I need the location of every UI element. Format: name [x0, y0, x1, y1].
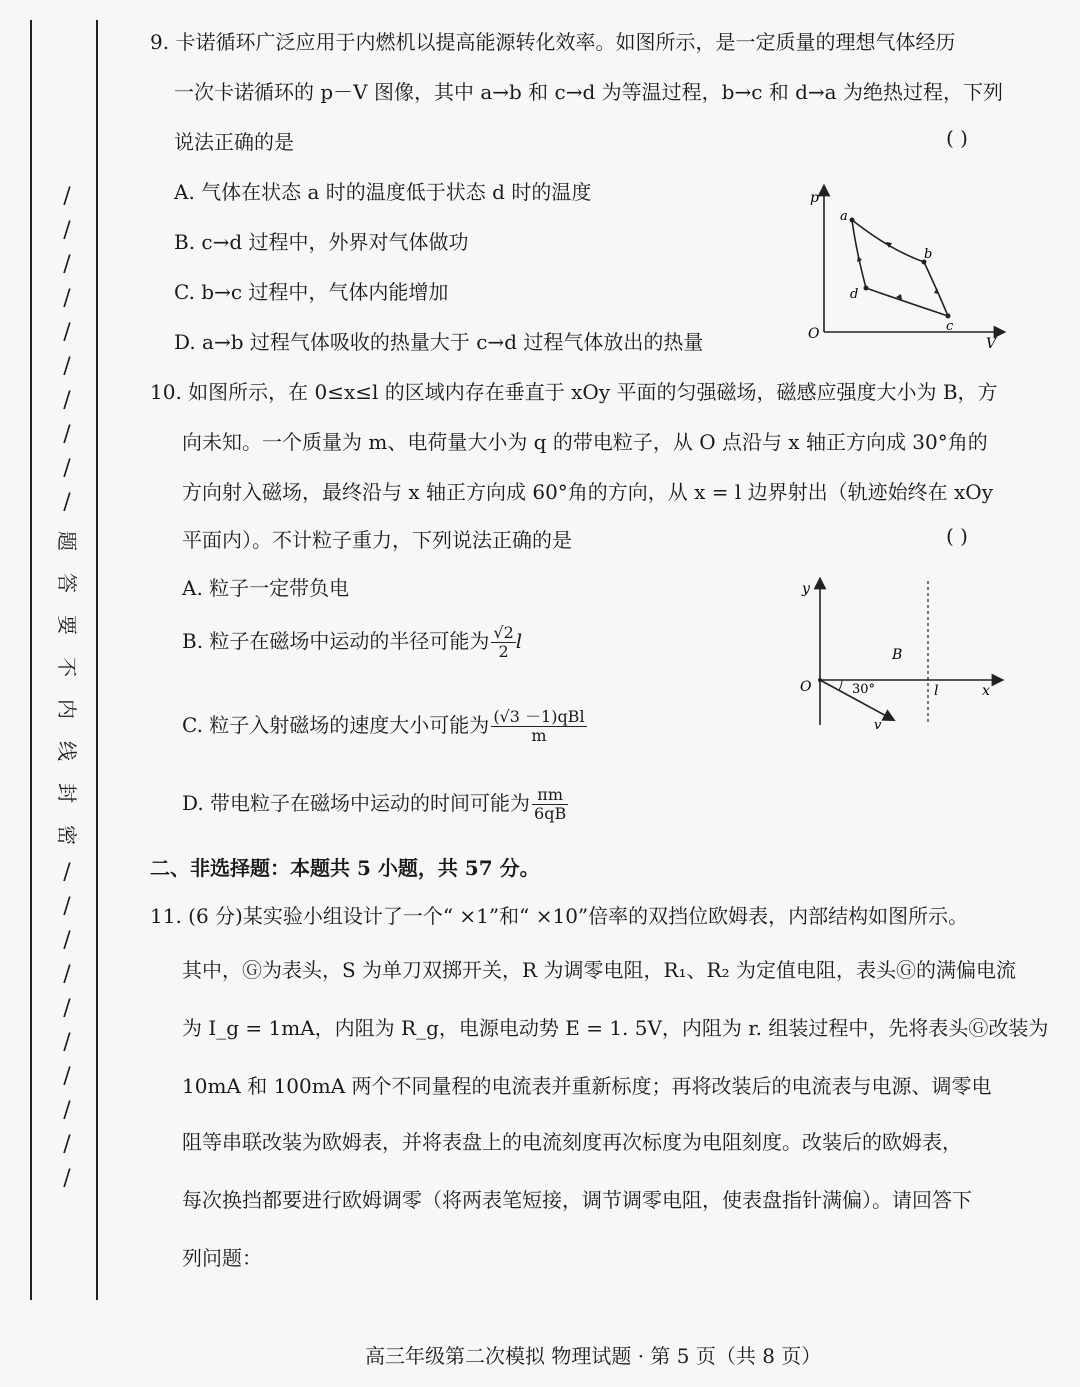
q10-option-b — [182, 624, 522, 661]
section-2-heading: 二、非选择题：本题共 5 小题，共 57 分。 — [150, 856, 540, 880]
graph-label-v: v — [874, 718, 882, 733]
binding-line-outer — [30, 20, 32, 1300]
q9-stem-line1: 9. 卡诺循环广泛应用于内燃机以提高能源转化效率。如图所示，是一定质量的理想气体经历 — [150, 30, 956, 54]
fraction-numerator: (√3 －1)qBl — [493, 707, 585, 726]
q10-option-d — [182, 786, 568, 823]
graph-label-o: O — [800, 679, 812, 695]
margin-word: 封 — [55, 783, 79, 803]
page-footer: 高三年级第二次模拟 物理试题 · 第 5 页（共 8 页） — [365, 1344, 822, 1368]
margin-word: 不 — [55, 657, 79, 677]
graph-label-l: l — [934, 683, 939, 699]
margin-slash: / — [63, 456, 71, 481]
graph-label-p: p — [810, 190, 819, 206]
margin-slash: / — [63, 996, 71, 1021]
graph-label-a: a — [840, 209, 848, 224]
fraction-denominator: 2 — [498, 642, 509, 661]
q11-stem-line5: 阻等串联改装为欧姆表，并将表盘上的电流刻度再次标度为电阻刻度。改装后的欧姆表， — [182, 1130, 962, 1154]
magnetic-field-graph — [790, 575, 1010, 735]
q10-stem-line1: 10. 如图所示，在 0≤x≤l 的区域内存在垂直于 xOy 平面的匀强磁场，磁感应强度大小为 B，方 — [150, 380, 998, 404]
q10-stem-line2: 向未知。一个质量为 m、电荷量大小为 q 的带电粒子，从 O 点沿与 x 轴正方向成 30°角的 — [182, 430, 988, 454]
margin-slash: / — [63, 1030, 71, 1055]
q10-option-d-text: D. 带电粒子在磁场中运动的时间可能为 — [182, 791, 531, 815]
margin-slash: / — [63, 490, 71, 515]
binding-margin — [52, 180, 82, 1196]
margin-word: 要 — [55, 615, 79, 635]
margin-word: 题 — [55, 531, 79, 551]
q9-option-c: C. b→c 过程中，气体内能增加 — [174, 280, 449, 304]
q9-option-a: A. 气体在状态 a 时的温度低于状态 d 时的温度 — [174, 180, 592, 204]
margin-word: 答 — [55, 573, 79, 593]
margin-slash: / — [63, 184, 71, 209]
margin-slash: / — [63, 286, 71, 311]
margin-slash: / — [63, 422, 71, 447]
margin-word: 密 — [55, 825, 79, 845]
graph-label-c: c — [946, 319, 954, 334]
q10-option-b-fraction — [491, 624, 515, 661]
q10-stem-line3: 方向射入磁场，最终沿与 x 轴正方向成 60°角的方向，从 x = l 边界射出（轨迹始终在 xOy — [182, 480, 993, 504]
margin-slash: / — [63, 962, 71, 987]
graph-label-d: d — [850, 287, 859, 302]
binding-line-inner — [96, 20, 98, 1300]
margin-slash: / — [63, 1132, 71, 1157]
margin-slash: / — [63, 1098, 71, 1123]
margin-slash: / — [63, 1166, 71, 1191]
q10-option-a: A. 粒子一定带负电 — [182, 576, 350, 600]
margin-word: 内 — [55, 699, 79, 719]
graph-label-v: V — [986, 336, 997, 350]
margin-slash: / — [63, 320, 71, 345]
q11-stem-line3: 为 I_g = 1mA，内阻为 R_g，电源电动势 E = 1. 5V，内阻为 r. 组装过程中，先将表头Ⓖ改装为 — [182, 1016, 1049, 1040]
graph-label-angle: 30° — [852, 682, 876, 697]
q9-answer-paren: ( ) — [946, 126, 968, 150]
q10-answer-paren: ( ) — [946, 524, 968, 548]
fraction-numerator: √2 — [493, 623, 514, 642]
q10-option-b-text: B. 粒子在磁场中运动的半径可能为 — [182, 629, 490, 653]
margin-word: 线 — [55, 741, 79, 761]
fraction-numerator: πm — [532, 786, 568, 805]
q11-stem-line1: 11. (6 分)某实验小组设计了一个“ ×1”和“ ×10”倍率的双挡位欧姆表，内部结构如图所示。 — [150, 904, 969, 928]
q9-option-b: B. c→d 过程中，外界对气体做功 — [174, 230, 469, 254]
margin-slash: / — [63, 252, 71, 277]
q11-stem-line7: 列问题： — [182, 1246, 262, 1270]
margin-slash: / — [63, 218, 71, 243]
graph-label-o: O — [808, 326, 820, 342]
carnot-pv-graph — [800, 180, 1010, 350]
q11-stem-line4: 10mA 和 100mA 两个不同量程的电流表并重新标度；再将改装后的电流表与电源、调零电 — [182, 1074, 992, 1098]
q10-option-c-text: C. 粒子入射磁场的速度大小可能为 — [182, 713, 490, 737]
margin-slash: / — [63, 354, 71, 379]
graph-label-b: b — [924, 247, 933, 262]
q11-stem-line2: 其中，Ⓖ为表头，S 为单刀双掷开关，R 为调零电阻，R₁、R₂ 为定值电阻，表头Ⓖ的满偏电流 — [182, 958, 1016, 982]
margin-slash: / — [63, 894, 71, 919]
q9-stem-line2: 一次卡诺循环的 p－V 图像，其中 a→b 和 c→d 为等温过程，b→c 和 d→a 为绝热过程，下列 — [174, 80, 1003, 104]
q10-option-b-tail: l — [515, 629, 523, 653]
graph-label-b-field: B — [892, 647, 903, 663]
margin-slash: / — [63, 1064, 71, 1089]
margin-slash: / — [63, 928, 71, 953]
q10-option-d-fraction — [532, 786, 568, 823]
q10-option-c — [182, 708, 587, 745]
q9-option-d: D. a→b 过程气体吸收的热量大于 c→d 过程气体放出的热量 — [174, 330, 704, 354]
margin-slash: / — [63, 388, 71, 413]
graph-label-x: x — [982, 683, 990, 699]
q11-stem-line6: 每次换挡都要进行欧姆调零（将两表笔短接，调节调零电阻，使表盘指针满偏）。请回答下 — [182, 1188, 972, 1212]
q10-option-c-fraction — [491, 708, 586, 745]
q9-stem-line3: 说法正确的是 — [174, 130, 294, 154]
q10-stem-line4: 平面内）。不计粒子重力，下列说法正确的是 — [182, 528, 572, 552]
graph-label-y: y — [802, 581, 810, 597]
fraction-denominator: m — [531, 726, 547, 745]
margin-slash: / — [63, 860, 71, 885]
fraction-denominator: 6qB — [534, 804, 567, 823]
